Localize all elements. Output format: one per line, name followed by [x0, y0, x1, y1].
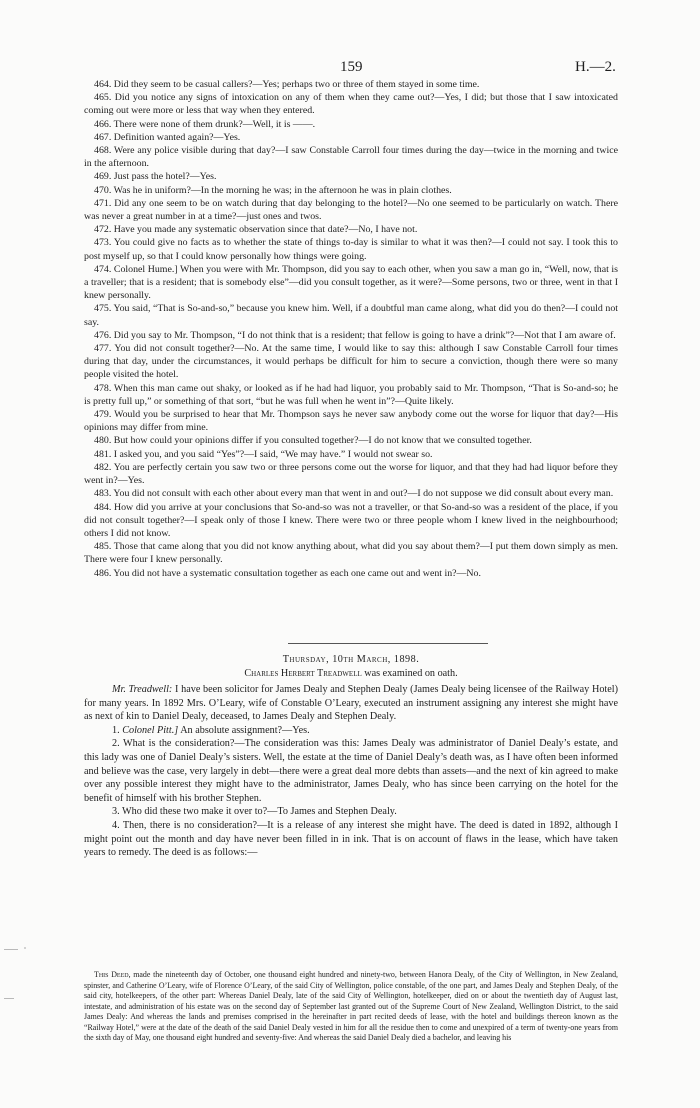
deed-lead: This Deed, — [94, 970, 131, 979]
qa-item: 482. You are perfectly certain you saw two or three persons come out the worse for liquor, and that they had had liquor before they went in?—Yes. — [84, 461, 618, 487]
deed-text — [84, 970, 618, 1044]
qa-item: 467. Definition wanted again?—Yes. — [94, 131, 241, 143]
qa-item: 470. Was he in uniform?—In the morning he was; in the afternoon he was in plain clothes. — [94, 184, 452, 196]
deed-body: made the nineteenth day of October, one thousand eight hundred and ninety-two, between Hanora Dealy, of the City of Wellington, in New Zealand, spinster, and Catherine O’Leary, wife of Florence O’Leary, of the said City of Wellington, police constable, of the one part, and James Dealy and Stephen Dealy, of the said city, hotelkeepers, of the other part: Whereas Daniel Dealy, late of the said City of Wellington, hotelkeeper, died on or about the twentieth day of August last, intestate, and administration of his estate was on the second day of September last granted out of the Supreme Court of New Zealand, Wellington District, to the said James Dealy: And whereas the lands and premises comprised in the hereinafter in part recited deeds of lease, with the hotel and buildings thereon known as the “Railway Hotel,” were at the date of the death of the said Daniel Dealy vested in him for all the residue then to come and unexpired of a term of twenty-one years from the sixth day of May, one thousand eight hundred and seventy-five: And whereas the said Daniel Dealy died a bachelor, and leaving his — [84, 970, 619, 1042]
section-divider — [288, 643, 488, 644]
qa-item: 465. Did you notice any signs of intoxication on any of them when they came out?—Yes, I did; but those that I saw intoxicated coming out were more or less that way when they entered. — [84, 92, 618, 117]
qa-item: 472. Have you made any systematic observation since that date?—No, I have not. — [94, 224, 418, 236]
opening-statement — [84, 683, 618, 724]
qa-item: 468. Were any police visible during that day?—I saw Constable Carroll four times during the day—twice in the morning and twice in the afternoon. — [84, 145, 618, 170]
qa-item: 477. You did not consult together?—No. At the same time, I would like to say this: although I saw Constable Carroll four times during that day, under the circumstances, it would perhaps be difficult for him to secure a conviction, though there were so many people visited the hotel. — [84, 343, 618, 381]
deed-paragraph — [84, 970, 618, 1044]
qa-item: 486. You did not have a systematic consultation together as each one came out and went in?—No. — [94, 567, 481, 579]
qa-item: 475. You said, “That is So-and-so,” because you knew him. Well, if a doubtful man came along, what did you do then?—I could not say. — [84, 303, 618, 328]
qa-item: 466. There were none of them drunk?—Well, it is ——. — [94, 118, 316, 130]
qa-item: 2. What is the consideration?—The consideration was this: James Dealy was administrator of Daniel Dealy’s estate, and this lady was one of Daniel Dealy’s sisters. Well, the estate at the time of Daniel Dealy’s death was, as I have often been informed and believe was the case, very largely in debt—there were a great deal more debts than assets—and the next of kin agreed to make over any possible interest they might have to the administrator, James Dealy, who has since been carrying on the hotel for the benefit of himself with his brother Stephen. — [84, 738, 618, 804]
qa-item: 4. Then, there is no consideration?—It is a release of any interest she might have. The deed is dated in 1892, although I might point out the month and day have never been filled in in ink. That is on account of flaws in the lease, which have taken years to remedy. The deed is as follows:— — [84, 819, 618, 859]
witness-heading — [84, 668, 618, 679]
statement-text: I have been solicitor for James Dealy and Stephen Dealy (James Dealy being licensee of the Railway Hotel) for many years. In 1892 Mrs. O’Leary, wife of Constable O’Leary, executed an instrument assigning any interest she might have as next of kin to Daniel Dealy, deceased, to James Dealy and Stephen Dealy. — [84, 684, 618, 723]
speaker-label: Mr. Treadwell: — [112, 684, 173, 695]
session-date: Thursday, 10th March, 1898. — [282, 654, 420, 665]
qa-item: 474. Colonel Hume.] When you were with Mr. Thompson, did you say to each other, when you saw a man go in, “Well, now, that is a traveller; that is a resident; that is somebody else”—did you consult together, as it were?—Some persons, two or three, went in that I knew personally. — [84, 263, 618, 302]
document-code: H.—2. — [575, 59, 616, 75]
qa-item: 483. You did not consult with each other about every man that went in and out?—I do not suppose we did consult about every man. — [94, 488, 614, 500]
margin-mark — [4, 998, 14, 999]
witness-name: Charles Herbert Treadwell — [244, 668, 362, 679]
qa-text: An absolute assignment?—Yes. — [178, 724, 310, 736]
qa-item: 480. But how could your opinions differ if you consulted together?—I do not know that we consulted together. — [94, 435, 532, 447]
qa-item: 481. I asked you, and you said “Yes”?—I said, “We may have.” I would not swear so. — [94, 448, 433, 460]
margin-dot — [24, 947, 26, 949]
qa-item: 464. Did they seem to be casual callers?—Yes; perhaps two or three of them stayed in some time. — [94, 79, 480, 90]
qa-item: 478. When this man came out shaky, or looked as if he had had liquor, you probably said to Mr. Thompson, “That is So-and-so; he is pretty full up,” or something of that sort, “but he was full when he went in”?—Quite likely. — [84, 382, 618, 407]
speaker-label: Colonel Pitt.] — [122, 724, 179, 736]
margin-mark — [4, 949, 18, 950]
qa-item: 1. Colonel Pitt.] An absolute assignment?—Yes. — [112, 724, 310, 736]
witness-heading-suffix: was examined on oath. — [361, 668, 458, 679]
page-number: 159 — [340, 59, 363, 75]
qa-item: 3. Who did these two make it over to?—To James and Stephen Dealy. — [112, 806, 397, 818]
qa-item: 469. Just pass the hotel?—Yes. — [94, 171, 217, 183]
qa-item: 479. Would you be surprised to hear that Mr. Thompson says he never saw anybody come out the worse for liquor that day?—His opinions may differ from mine. — [84, 409, 618, 434]
qa-item: 473. You could give no facts as to whether the state of things to-day is similar to what it was then?—I could not say. I took this to post myself up, so that I could know personally how things were going. — [84, 237, 618, 262]
qa-item: 484. How did you arrive at your conclusions that So-and-so was not a traveller, or that So-and-so was a resident of the place, if you did not consult together?—I speak only of those I knew. There were two or three people whom I knew lived in the neighbourhood; others I did not know. — [84, 501, 618, 539]
qa-item: 471. Did any one seem to be on watch during that day belonging to the hotel?—No one seemed to be particularly on watch. There was never a great number in at a time?—just ones and twos. — [84, 197, 618, 223]
qa-item: 485. Those that came along that you did not know anything about, what did you say about them?—I put them down simply as men. There were four I knew personally. — [84, 541, 618, 566]
evidence-qa-section — [84, 78, 618, 580]
qa-item: 476. Did you say to Mr. Thompson, “I do not think that is a resident; that fellow is going to have a drink”?—Not that I am aware of. — [94, 329, 616, 341]
treadwell-evidence — [84, 683, 618, 860]
